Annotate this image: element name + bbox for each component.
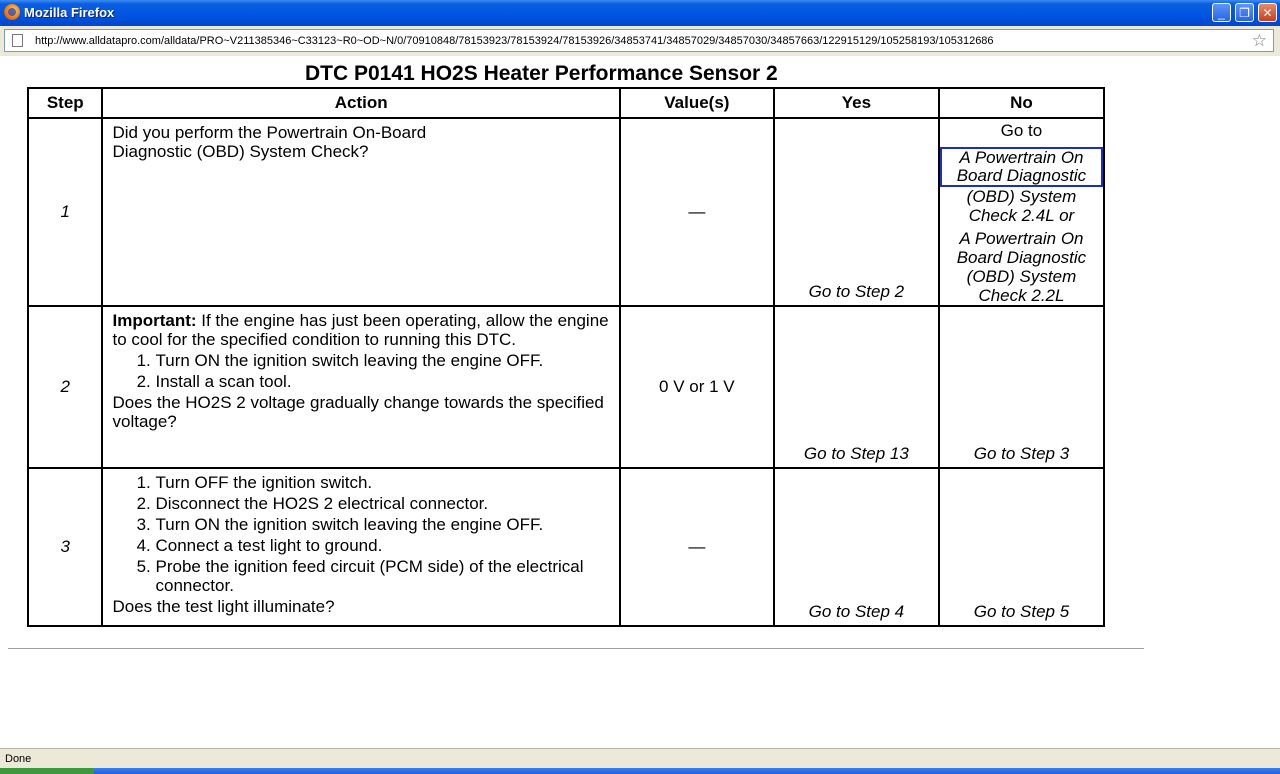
no-text: Check 2.2L (978, 286, 1065, 305)
procedure-step: 1. Turn OFF the ignition switch. (155, 473, 610, 492)
important-label: Important: (112, 311, 197, 330)
page-title: DTC P0141 HO2S Heater Performance Sensor 2 (305, 62, 778, 85)
value-cell: — (620, 468, 774, 626)
navigation-toolbar (0, 26, 1280, 57)
procedure-step: 3. Turn ON the ignition switch leaving the engine OFF. (155, 515, 610, 534)
yes-cell (774, 118, 939, 306)
obd-system-check-link[interactable]: A Powertrain On Board Diagnostic (940, 147, 1103, 187)
action-cell (102, 468, 619, 626)
no-cell (939, 118, 1104, 306)
no-text: A Powertrain On Board Diagnostic (OBD) System (956, 229, 1087, 286)
question-text: Does the test light illuminate? (112, 597, 335, 616)
document-area (0, 56, 1280, 748)
action-text: Diagnostic (OBD) System Check? (112, 142, 369, 161)
procedure-step: 4. Connect a test light to ground. (155, 536, 610, 555)
step-number: 2 (28, 306, 102, 468)
header-yes: Yes (774, 88, 939, 118)
action-text: Did you perform the Powertrain On-Board (112, 123, 427, 142)
procedure-step: 2. Disconnect the HO2S 2 electrical connector. (155, 494, 610, 513)
no-cell (939, 468, 1104, 626)
window-title-bar (0, 0, 1280, 26)
firefox-icon (4, 4, 20, 20)
question-text: Does the HO2S 2 voltage gradually change towards the specified voltage? (112, 393, 604, 431)
url-bar[interactable] (4, 29, 1274, 52)
value-cell: 0 V or 1 V (620, 306, 774, 468)
no-goto: Go to Step 3 (973, 444, 1070, 463)
restore-button[interactable]: ❐ (1235, 3, 1254, 22)
status-bar (0, 748, 1280, 769)
procedure-list (112, 351, 610, 391)
step-number: 3 (28, 468, 102, 626)
page-icon (12, 34, 23, 47)
yes-goto: Go to Step 4 (808, 602, 905, 621)
table-row (28, 468, 1104, 626)
procedure-step: 5. Probe the ignition feed circuit (PCM side) of the electrical connector. (155, 557, 610, 595)
bookmark-star-icon[interactable]: ☆ (1251, 31, 1267, 50)
header-no: No (939, 88, 1104, 118)
url-text[interactable]: http://www.alldatapro.com/alldata/PRO~V211385346~C33123~R0~OD~N/0/70910848/78153923/78153924/78153926/34853741/34857029/34857030/34857663/122915129/105258193/105312686 (35, 35, 994, 47)
important-text: If the engine has just been operating, allow the engine to cool for the specified condition to running this DTC. (112, 311, 609, 349)
horizontal-rule (8, 648, 1144, 649)
action-cell (102, 118, 619, 306)
window-title: Mozilla Firefox (24, 5, 115, 20)
yes-cell (774, 468, 939, 626)
start-button[interactable] (0, 768, 94, 774)
status-text: Done (5, 753, 32, 765)
no-link-rest: (OBD) System (966, 187, 1077, 206)
no-cell (939, 306, 1104, 468)
table-header-row (28, 88, 1104, 118)
minimize-button[interactable]: _ (1212, 3, 1231, 22)
no-content (940, 119, 1103, 305)
yes-goto: Go to Step 13 (803, 444, 909, 463)
no-goto-label: Go to (1000, 121, 1043, 140)
header-value: Value(s) (620, 88, 774, 118)
diagnostic-table (27, 87, 1105, 627)
table-row (28, 306, 1104, 468)
no-text: Check 2.4L or (968, 206, 1075, 225)
yes-goto: Go to Step 2 (808, 282, 905, 301)
value-cell: — (620, 118, 774, 306)
important-note (112, 311, 610, 349)
step-number: 1 (28, 118, 102, 306)
procedure-step: 1. Turn ON the ignition switch leaving the engine OFF. (155, 351, 610, 370)
action-cell (102, 306, 619, 468)
yes-cell (774, 306, 939, 468)
taskbar (0, 768, 1280, 774)
header-action: Action (102, 88, 619, 118)
procedure-step: 2. Install a scan tool. (155, 372, 610, 391)
header-step: Step (28, 88, 102, 118)
no-goto: Go to Step 5 (973, 602, 1070, 621)
procedure-list (112, 473, 610, 595)
table-row (28, 118, 1104, 306)
close-button[interactable]: ✕ (1258, 3, 1277, 22)
